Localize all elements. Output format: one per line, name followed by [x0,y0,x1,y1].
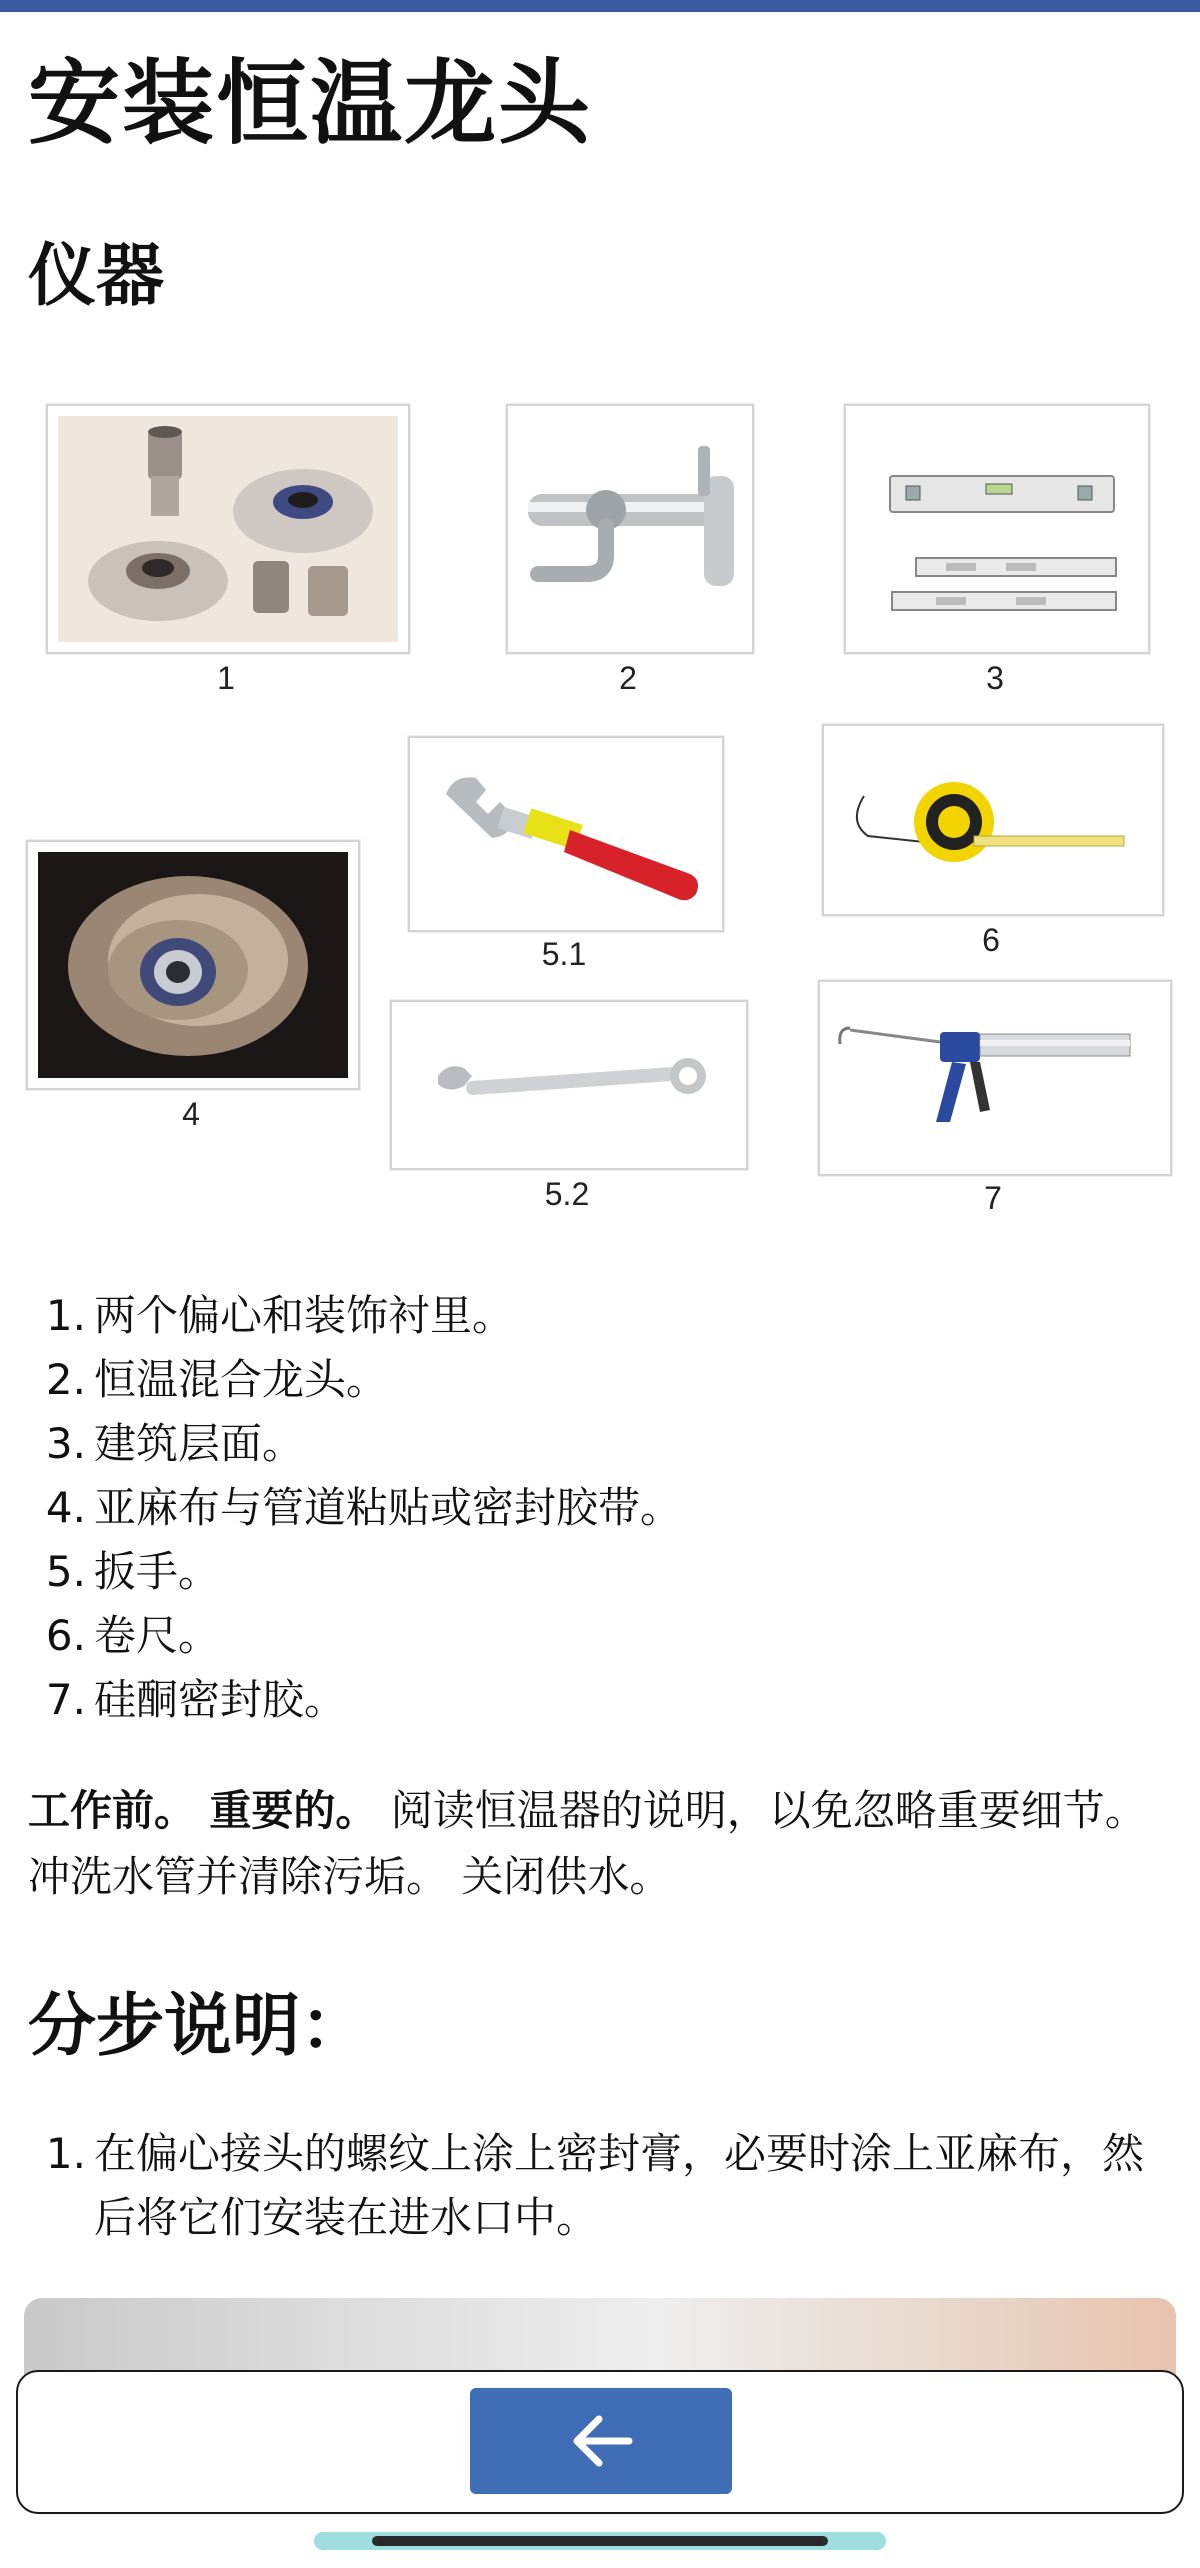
before-work-note [28,1778,1178,1910]
figure-1-eccentrics [46,404,410,654]
steps-heading: 分步说明： [28,1987,369,2066]
caulking-gun-image [820,982,1170,1174]
figure-3-caption: 3 [986,660,1004,696]
figure-6-caption: 6 [982,922,1000,958]
list-item: 1. 两个偏心和装饰衬里。 [45,1291,515,1340]
note-text: 阅读恒温器的说明，以免忽略重要细节。 冲洗水管并清除污垢。 关闭供水。 [28,1786,1147,1901]
thermostatic-mixer-image [508,406,752,652]
bottom-navigation-bar [16,2370,1184,2514]
figure-6-tape-measure [822,724,1164,916]
figure-2-caption: 2 [619,660,637,696]
figure-5-1-adjustable-wrench [408,736,724,932]
instruments-list [34,1284,1164,1732]
figure-1-caption: 1 [217,660,235,696]
figure-7-caption: 7 [984,1180,1002,1216]
combination-wrench-image [392,1002,746,1168]
note-label-important: 重要的。 [209,1786,378,1835]
tape-measure-image [824,726,1162,914]
list-item: 7. 硅酮密封胶。 [45,1675,347,1724]
list-item: 5. 扳手。 [45,1547,221,1596]
back-button[interactable] [470,2388,732,2494]
flax-tow-image [28,842,358,1088]
figure-4-flax [26,840,360,1090]
spirit-level-image [846,406,1148,652]
instruments-heading: 仪器 [28,237,165,316]
steps-list [34,2122,1164,2250]
figure-7-caulking-gun [818,980,1172,1176]
list-item: 2. 恒温混合龙头。 [45,1355,389,1404]
figure-5-2-combination-wrench [390,1000,748,1170]
figure-4-caption: 4 [182,1096,200,1132]
eccentrics-fittings-image [48,406,408,652]
figure-5-2-caption: 5.2 [544,1176,590,1212]
home-indicator[interactable] [372,2536,828,2546]
adjustable-wrench-image [410,738,722,930]
list-item: 3. 建筑层面。 [45,1419,305,1468]
page-title: 安装恒温龙头 [28,50,593,157]
arrow-left-icon [565,2411,637,2471]
list-item: 6. 卷尺。 [45,1611,221,1660]
figure-5-1-caption: 5.1 [541,936,587,972]
step-item: 1. 在偏心接头的螺纹上涂上密封膏，必要时涂上亚麻布，然后将它们安装在进水口中。 [45,2129,1145,2242]
figure-3-spirit-level [844,404,1150,654]
note-label-before: 工作前。 [28,1786,197,1835]
list-item: 4. 亚麻布与管道粘贴或密封胶带。 [45,1483,683,1532]
figure-2-thermostatic-mixer [506,404,754,654]
top-status-bar [0,0,1200,12]
